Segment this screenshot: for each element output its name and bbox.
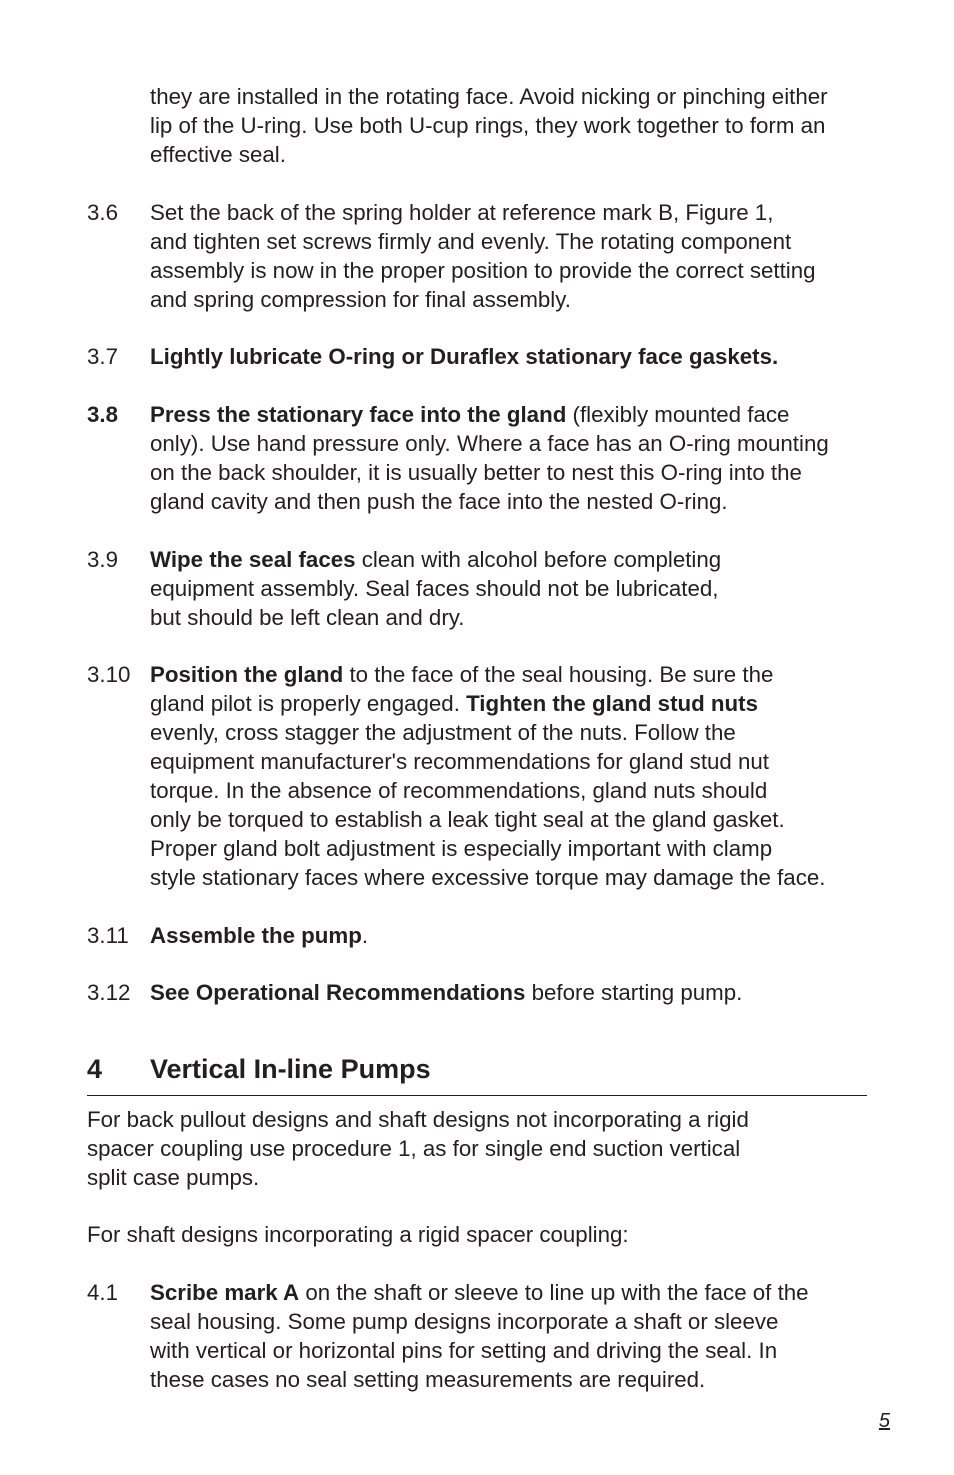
text-line: [150, 776, 887, 805]
text-run: to the face of the seal housing. Be sure the: [343, 662, 774, 687]
text-line: [150, 805, 887, 834]
text-line: split case pumps.: [87, 1165, 260, 1190]
text-line: For shaft designs incorporating a rigid spacer coupling:: [87, 1222, 629, 1247]
step-number: 4.1: [87, 1280, 118, 1305]
intro-paragraph: [150, 82, 885, 169]
step-text: [150, 400, 887, 516]
text-run: assembly is now in the proper position to provide the correct setting: [150, 258, 816, 283]
text-line: [150, 487, 887, 516]
text-run: clean with alcohol before completing: [355, 547, 722, 572]
text-run: Set the back of the spring holder at reference mark B, Figure 1,: [150, 200, 774, 225]
section-paragraph: [87, 1105, 877, 1192]
bold-run: Wipe the seal faces: [150, 547, 356, 572]
text-run: only be torqued to establish a leak tight seal at the gland gasket.: [150, 807, 785, 832]
step-number: 3.11: [87, 923, 129, 948]
text-line: [150, 227, 887, 256]
step-number: 3.12: [87, 980, 131, 1005]
text-line: lip of the U-ring. Use both U-cup rings, they work together to form an: [150, 113, 826, 138]
text-run: (flexibly mounted face: [566, 402, 790, 427]
step-number: 3.6: [87, 200, 118, 225]
step-number: 3.10: [87, 662, 131, 687]
text-run: on the shaft or sleeve to line up with the face of the: [299, 1280, 809, 1305]
text-run: .: [361, 923, 369, 948]
text-run: these cases no seal setting measurements are required.: [150, 1367, 706, 1392]
text-line: [150, 1278, 887, 1307]
text-line: [150, 689, 887, 718]
text-line: [150, 342, 887, 371]
bold-run: Lightly lubricate O-ring or Duraflex stationary face gaskets.: [150, 344, 779, 369]
text-line: [150, 545, 887, 574]
bold-run: Tighten the gland stud nuts: [466, 691, 759, 716]
section-number: 4: [87, 1054, 103, 1084]
text-run: equipment assembly. Seal faces should not be lubricated,: [150, 576, 719, 601]
text-line: [150, 198, 887, 227]
bold-run: See Operational Recommendations: [150, 980, 526, 1005]
text-run: seal housing. Some pump designs incorporate a shaft or sleeve: [150, 1309, 779, 1334]
text-line: [150, 1307, 887, 1336]
text-run: on the back shoulder, it is usually better to nest this O-ring into the: [150, 460, 802, 485]
step-text: [150, 342, 887, 371]
text-line: [150, 458, 887, 487]
step-text: [150, 1278, 887, 1394]
text-line: [150, 400, 887, 429]
step-text: [150, 660, 887, 892]
text-line: [150, 429, 887, 458]
text-run: Proper gland bolt adjustment is especially important with clamp: [150, 836, 773, 861]
text-run: only). Use hand pressure only. Where a face has an O-ring mounting: [150, 431, 829, 456]
step-text: [150, 978, 887, 1007]
text-line: [150, 747, 887, 776]
text-line: [150, 1336, 887, 1365]
text-line: [150, 256, 887, 285]
text-line: [150, 574, 887, 603]
text-line: [150, 863, 887, 892]
text-line: spacer coupling use procedure 1, as for single end suction vertical: [87, 1136, 741, 1161]
text-line: they are installed in the rotating face. Avoid nicking or pinching either: [150, 84, 828, 109]
text-run: torque. In the absence of recommendations, gland nuts should: [150, 778, 768, 803]
text-line: For back pullout designs and shaft designs not incorporating a rigid: [87, 1107, 749, 1132]
step-text: [150, 198, 887, 314]
text-run: style stationary faces where excessive torque may damage the face.: [150, 865, 826, 890]
text-line: [150, 285, 887, 314]
bold-run: Scribe mark A: [150, 1280, 300, 1305]
text-line: [150, 1365, 887, 1394]
step-number: 3.8: [87, 402, 118, 427]
text-run: before starting pump.: [525, 980, 743, 1005]
section-paragraph: [87, 1220, 877, 1249]
text-run: gland pilot is properly engaged.: [150, 691, 467, 716]
bold-run: Position the gland: [150, 662, 344, 687]
text-line: [150, 834, 887, 863]
step-number: 3.7: [87, 344, 118, 369]
text-run: equipment manufacturer's recommendations for gland stud nut: [150, 749, 769, 774]
text-line: [150, 978, 887, 1007]
step-text: [150, 921, 887, 950]
text-run: gland cavity and then push the face into the nested O-ring.: [150, 489, 728, 514]
text-line: [150, 660, 887, 689]
text-run: evenly, cross stagger the adjustment of the nuts. Follow the: [150, 720, 736, 745]
section-title: Vertical In-line Pumps: [150, 1054, 431, 1084]
step-number: 3.9: [87, 547, 118, 572]
text-line: effective seal.: [150, 142, 286, 167]
text-run: and spring compression for final assembly.: [150, 287, 571, 312]
text-run: but should be left clean and dry.: [150, 605, 465, 630]
bold-run: Press the stationary face into the gland: [150, 402, 567, 427]
text-line: [150, 718, 887, 747]
section-heading: [87, 1051, 867, 1096]
step-text: [150, 545, 887, 632]
text-run: and tighten set screws firmly and evenly. The rotating component: [150, 229, 792, 254]
text-run: with vertical or horizontal pins for setting and driving the seal. In: [150, 1338, 778, 1363]
text-line: [150, 603, 887, 632]
bold-run: Assemble the pump: [150, 923, 362, 948]
text-line: [150, 921, 887, 950]
page-number: 5: [878, 1410, 890, 1432]
